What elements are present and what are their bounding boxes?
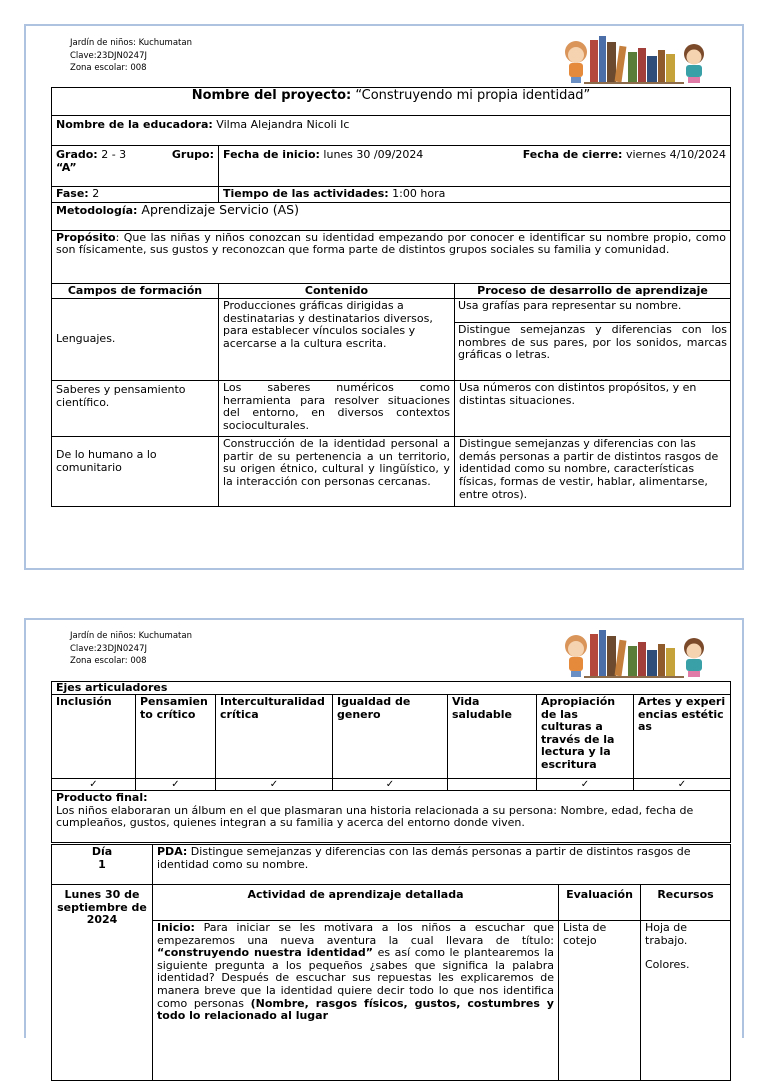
school-header xyxy=(70,37,192,75)
girl-figure-left xyxy=(565,41,587,83)
ejes-table xyxy=(51,681,731,843)
contenido-cell: Los saberes numéricos como herramienta para resolver situaciones del entorno, en diversos contextos socioculturales. xyxy=(219,381,455,437)
document-page-2 xyxy=(24,618,744,1038)
check-mark: ✓ xyxy=(634,779,731,791)
check-mark: ✓ xyxy=(333,779,448,791)
check-mark: ✓ xyxy=(52,779,136,791)
fechas-cell: Fecha de inicio: lunes 30 /09/2024 Fecha de cierre: viernes 4/10/2024 xyxy=(219,146,731,187)
pda-cell: Usa grafías para representar su nombre. Distingue semejanzas y diferencias con los nombres de sus pares, por los sonidos, marcas gráficas o letras. xyxy=(455,299,731,381)
school-name: Jardín de niños: Kuchumatan xyxy=(70,38,192,48)
school-name: Jardín de niños: Kuchumatan xyxy=(70,631,192,641)
project-title: Nombre del proyecto: “Construyendo mi propia identidad” xyxy=(52,88,731,116)
pda-cell: Usa números con distintos propósitos, y en distintas situaciones. xyxy=(455,381,731,437)
recursos-header: Recursos xyxy=(641,885,731,921)
eje-pensamiento-critico: Pensamiento crítico xyxy=(136,695,216,779)
eje-inclusion: Inclusión xyxy=(52,695,136,779)
educadora-row: Nombre de la educadora: Vilma Alejandra Nicoli Ic xyxy=(52,116,731,146)
metodologia-cell: Metodología: Aprendizaje Servicio (AS) xyxy=(52,202,731,230)
contenido-cell: Producciones gráficas dirigidas a destinatarias y destinatarios diversos, para establecer vínculos sociales y acercarse a la cultura escrita. xyxy=(219,299,455,381)
school-zona: Zona escolar: 008 xyxy=(70,63,147,73)
inicio-activity-cell: Inicio: Para iniciar se les motivara a los niños a escuchar que empezaremos una nueva aventura la cual llevara de título: “construyendo nuestra identidad” es así como le plantearemos la siguiente pregunta a los pequeños ¿sabes que significa la palabra identidad? Después de escuchar sus repuestas les explicaremos de manera breve que la identidad quiere decir todo lo que nos identifica como personas (Nombre, rasgos físicos, gustos, costumbres y todo lo relacionado al lugar xyxy=(153,921,559,1081)
fecha-cell: Lunes 30 de septiembre de 2024 xyxy=(52,885,153,1081)
document-page-1 xyxy=(24,24,744,570)
eje-apropiacion: Apropiación de las culturas a través de la lectura y la escritura xyxy=(537,695,634,779)
dia-cell: Día 1 xyxy=(52,845,153,885)
pda-row: PDA: Distingue semejanzas y diferencias con las demás personas a partir de distintos rasgos de identidad como su nombre. xyxy=(153,845,731,885)
eje-interculturalidad: Interculturalidad crítica xyxy=(216,695,333,779)
recursos-cell: Hoja de trabajo. Colores. xyxy=(641,921,731,1081)
col-header-contenido: Contenido xyxy=(219,283,455,299)
books-kids-illustration xyxy=(554,30,714,86)
evaluacion-header: Evaluación xyxy=(559,885,641,921)
check-mark: ✓ xyxy=(537,779,634,791)
evaluacion-cell: Lista de cotejo xyxy=(559,921,641,1081)
tiempo-cell: Tiempo de las actividades: 1:00 hora xyxy=(219,187,731,203)
campo-cell: De lo humano a lo comunitario xyxy=(52,437,219,507)
ejes-title: Ejes articuladores xyxy=(52,682,731,695)
actividad-header: Actividad de aprendizaje detallada xyxy=(153,885,559,921)
eje-artes: Artes y experiencias estéticas xyxy=(634,695,731,779)
fase-cell: Fase: 2 xyxy=(52,187,219,203)
girl-figure-right xyxy=(684,44,704,83)
campo-cell: Saberes y pensamiento científico. xyxy=(52,381,219,437)
eje-vida-saludable: Vida saludable xyxy=(448,695,537,779)
school-header xyxy=(70,630,192,668)
producto-final-cell: Producto final: Los niños elaboraran un álbum en el que plasmaran una historia relacionada a su persona: Nombre, edad, fecha de cumpleaños, gustos, quienes integran a su familia y acerca del entorno donde viven. xyxy=(52,791,731,843)
grado-grupo-cell: Grado: 2 - 3 Grupo: “A” xyxy=(52,146,219,187)
pda-cell: Distingue semejanzas y diferencias con las demás personas a partir de distintos rasgos de identidad como su nombre, características físicas, formas de vestir, hablar, alimentarse, entre otros). xyxy=(455,437,731,507)
school-clave: Clave:23DJN0247J xyxy=(70,643,147,654)
col-header-campos: Campos de formación xyxy=(52,283,219,299)
school-zona: Zona escolar: 008 xyxy=(70,656,147,666)
check-mark: ✓ xyxy=(216,779,333,791)
contenido-cell: Construcción de la identidad personal a partir de su pertenencia a un territorio, su origen étnico, cultural y lingüístico, y la interacción con personas cercanas. xyxy=(219,437,455,507)
books-kids-illustration xyxy=(554,624,714,680)
check-mark: ✓ xyxy=(136,779,216,791)
eje-igualdad: Igualdad de genero xyxy=(333,695,448,779)
activity-table xyxy=(51,844,731,1081)
campo-cell: Lenguajes. xyxy=(52,299,219,381)
school-clave: Clave:23DJN0247J xyxy=(70,50,147,61)
check-mark xyxy=(448,779,537,791)
col-header-pda: Proceso de desarrollo de aprendizaje xyxy=(455,283,731,299)
proposito-cell: Propósito: Que las niñas y niños conozcan su identidad empezando por conocer e identificar su nombre propio, como son físicamente, sus gustos y reconozcan que forma parte de distintos grupos sociales su familia y comunidad. xyxy=(52,230,731,283)
project-table xyxy=(51,87,731,507)
